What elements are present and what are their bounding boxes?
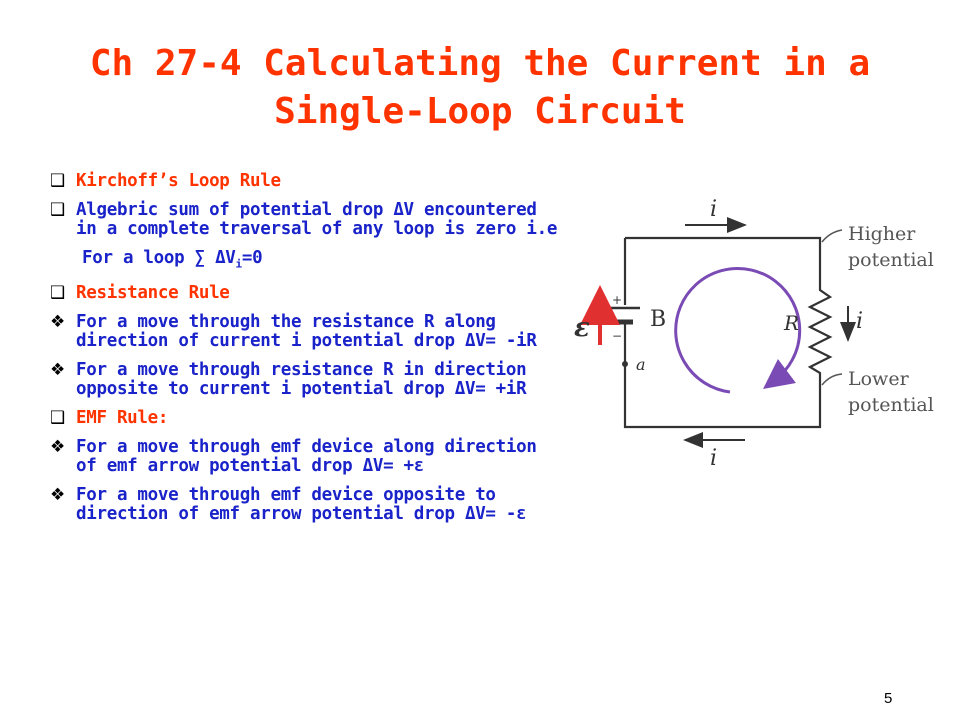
square-bullet-icon: ❑	[50, 407, 65, 428]
bullet-algebraic-sum	[44, 201, 564, 239]
slide-title	[60, 40, 900, 136]
title-line-2: Single-Loop Circuit	[274, 91, 686, 132]
single-loop-circuit-diagram	[560, 180, 940, 470]
bullet-emf-opposite	[44, 486, 564, 524]
resistor-label: R	[784, 311, 800, 335]
diamond-bullet-icon: ❖	[50, 311, 65, 332]
bullet-resistance-rule	[44, 284, 564, 303]
bullet-emf-along	[44, 438, 564, 476]
bullet-emf-rule	[44, 409, 564, 428]
resistor-symbol	[810, 280, 830, 380]
loop-formula-suffix: =0	[241, 248, 263, 268]
bullet-text: For a move through emf device opposite to direction of emf arrow potential drop ΔV= -ε	[76, 484, 527, 524]
traversal-loop	[676, 268, 800, 392]
battery-label: B	[650, 307, 667, 332]
bullet-resistance-opposite	[44, 361, 564, 399]
page-number: 5	[884, 690, 893, 707]
lower-bracket	[822, 374, 842, 385]
plus-sign: +	[612, 293, 623, 307]
loop-formula-subscript: i	[235, 257, 242, 271]
bullet-resistance-along	[44, 313, 564, 351]
bullet-text: For a move through emf device along direction of emf arrow potential drop ΔV= +ε	[76, 436, 537, 476]
loop-formula-prefix: For a loop ∑ ΔV	[82, 248, 236, 268]
diamond-bullet-icon: ❖	[50, 359, 65, 380]
current-label-right: i	[856, 309, 864, 334]
square-bullet-icon: ❑	[50, 282, 65, 303]
bullet-text: For a move through the resistance R along direction of current i potential drop ΔV= -iR	[76, 311, 537, 351]
lower-potential-line1: Lower	[848, 368, 909, 390]
bullet-text: Resistance Rule	[76, 282, 230, 303]
bullet-list	[44, 172, 564, 534]
point-a-dot	[622, 361, 628, 367]
lower-potential-line2: potential	[848, 394, 934, 416]
bullet-text: EMF Rule:	[76, 407, 169, 428]
emf-symbol: ε	[574, 313, 590, 343]
bullet-text: Algebric sum of potential drop ΔV encountered in a complete traversal of any loop is zero i.e	[76, 200, 558, 239]
current-label-top: i	[710, 197, 718, 222]
diamond-bullet-icon: ❖	[50, 484, 65, 505]
higher-potential-line2: potential	[848, 249, 934, 271]
higher-potential-line1: Higher	[848, 223, 916, 245]
higher-bracket	[822, 230, 842, 242]
diamond-bullet-icon: ❖	[50, 436, 65, 457]
bullet-text: For a move through resistance R in direction opposite to current i potential drop ΔV= +iR	[76, 359, 527, 399]
square-bullet-icon: ❑	[50, 171, 65, 191]
square-bullet-icon: ❑	[50, 200, 65, 220]
loop-formula	[44, 249, 564, 274]
current-label-bottom: i	[710, 446, 718, 470]
point-a-label: a	[636, 355, 646, 374]
bullet-text: Kirchoff’s Loop Rule	[76, 171, 281, 191]
title-line-1: Ch 27-4 Calculating the Current in a	[89, 43, 871, 84]
minus-sign: −	[612, 329, 623, 343]
bullet-loop-rule	[44, 172, 564, 191]
